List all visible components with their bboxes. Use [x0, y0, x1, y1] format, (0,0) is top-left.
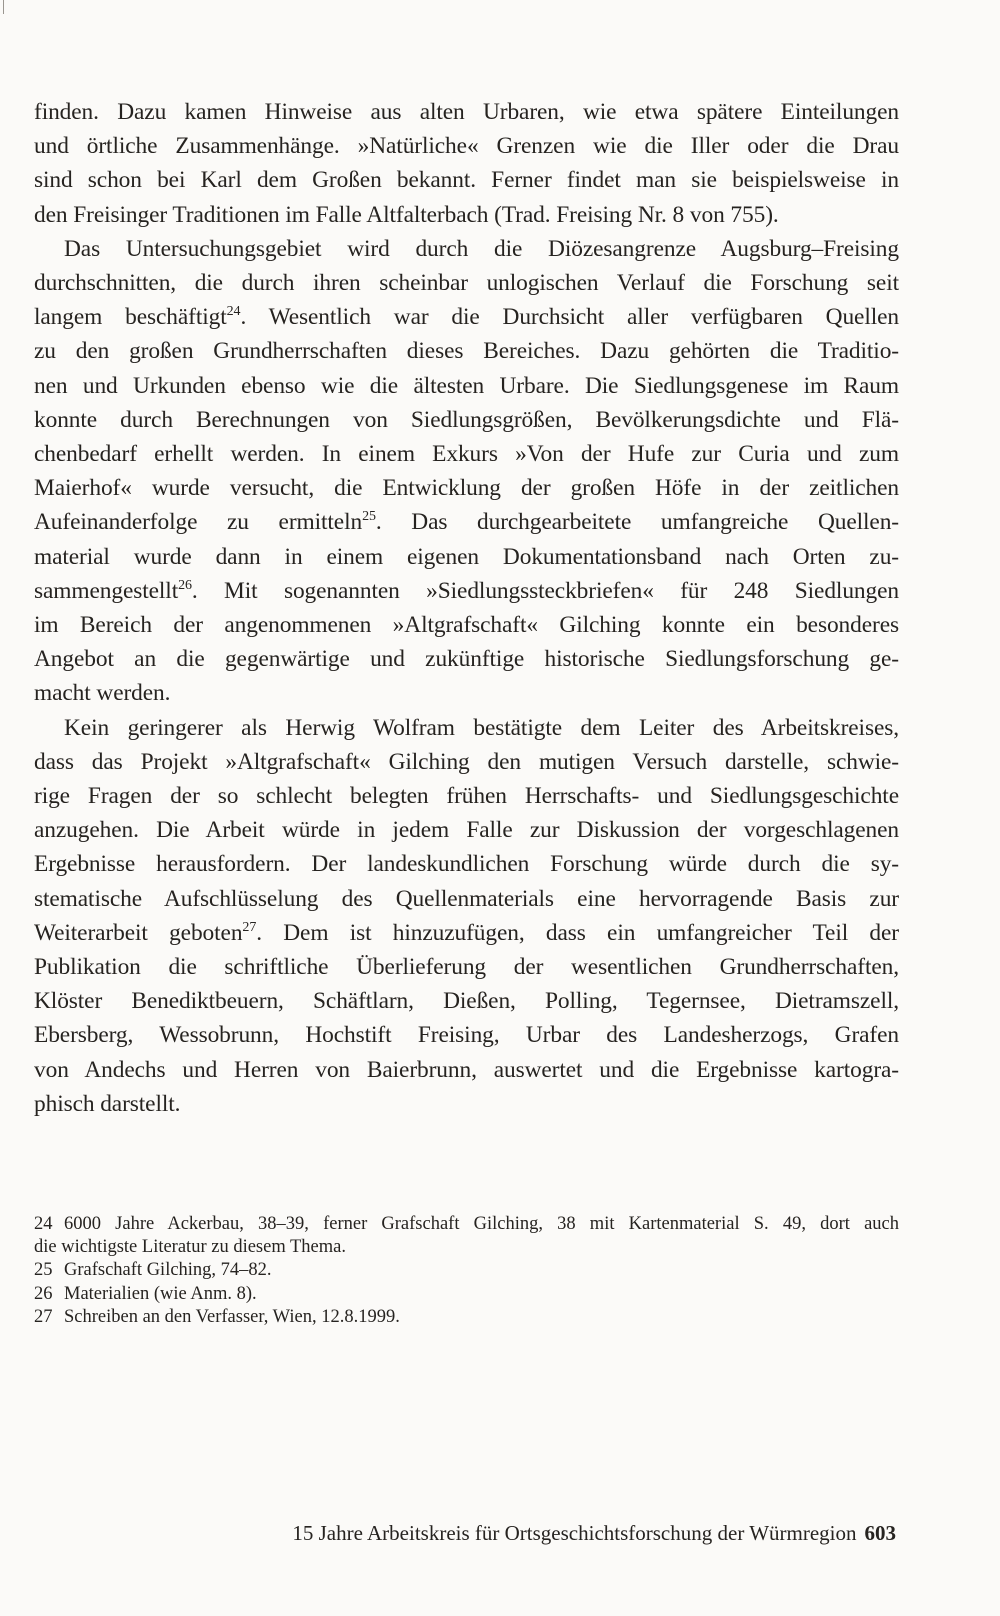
- body-line: [34, 505, 899, 539]
- footnote-number: 27: [34, 1306, 53, 1327]
- body-line: dass das Projekt »Altgrafschaft« Gilching den mutigen Versuch darstelle, schwie-: [34, 748, 899, 775]
- running-title: 15 Jahre Arbeitskreis für Ortsgeschichtsforschung der Würmregion: [292, 1521, 857, 1545]
- footnote-ref-24[interactable]: 24: [226, 304, 241, 320]
- footnote-text: Materialien (wie Anm. 8).: [64, 1283, 257, 1304]
- body-line: von Andechs und Herren von Baierbrunn, auswertet und die Ergebnisse kartogra-: [34, 1056, 899, 1083]
- footnote-number: 24: [34, 1214, 53, 1234]
- body-line: den Freisinger Traditionen im Falle Altfalterbach (Trad. Freising Nr. 8 von 755).: [34, 201, 779, 228]
- footnote-24: [34, 1213, 899, 1236]
- body-line: Publikation die schriftliche Überlieferung der wesentlichen Grundherrschaften,: [34, 954, 899, 981]
- body-line: konnte durch Berechnungen von Siedlungsgrößen, Bevölkerungsdichte und Flä-: [34, 406, 899, 433]
- scan-edge-mark: [3, 0, 4, 14]
- footnote-ref-27[interactable]: 27: [242, 919, 257, 935]
- body-line: Ergebnisse herausfordern. Der landeskundlichen Forschung würde durch die sy-: [34, 851, 899, 878]
- body-line: stematische Aufschlüsselung des Quellenmaterials eine hervorragende Basis zur: [34, 885, 899, 912]
- footnote-ref-26[interactable]: 26: [178, 577, 192, 593]
- line-text: . Dem ist hinzuzufügen, dass ein umfangreicher Teil der: [256, 919, 899, 946]
- body-line: [34, 300, 899, 334]
- line-text: . Wesentlich war die Durchsicht aller verfügbaren Quellen: [240, 304, 899, 331]
- body-line: durchschnitten, die durch ihren scheinbar unlogischen Verlauf die Forschung seit: [34, 270, 899, 297]
- body-line: Ebersberg, Wessobrunn, Hochstift Freising, Urbar des Landesherzogs, Grafen: [34, 1022, 899, 1049]
- footnote-text: Schreiben an den Verfasser, Wien, 12.8.1999.: [64, 1306, 400, 1327]
- body-line: chenbedarf erhellt werden. In einem Exkurs »Von der Hufe zur Curia und zum: [34, 441, 899, 468]
- body-line: [34, 574, 899, 608]
- line-text: Aufeinanderfolge zu ermitteln: [34, 509, 363, 536]
- footnote-ref-25[interactable]: 25: [362, 509, 376, 525]
- body-line: phisch darstellt.: [34, 1090, 181, 1117]
- body-line: Maierhof« wurde versucht, die Entwicklung der großen Höfe in der zeitlichen: [34, 475, 899, 502]
- footnote-26: [34, 1283, 899, 1306]
- body-line: rige Fragen der so schlecht belegten frühen Herrschafts- und Siedlungsgeschichte: [34, 783, 899, 810]
- footnote-25: [34, 1259, 899, 1282]
- body-line: material wurde dann in einem eigenen Dokumentationsband nach Orten zu-: [34, 543, 899, 570]
- body-text: [34, 95, 899, 1121]
- body-line: Kein geringerer als Herwig Wolfram bestätigte dem Leiter des Arbeitskreises,: [64, 714, 899, 741]
- body-line: Das Untersuchungsgebiet wird durch die Diözesangrenze Augsburg–Freising: [64, 235, 899, 262]
- footnote-text: Grafschaft Gilching, 74–82.: [64, 1260, 272, 1281]
- body-line: zu den großen Grundherrschaften dieses Bereiches. Dazu gehörten die Traditio-: [34, 338, 899, 365]
- page-number: 603: [864, 1521, 896, 1545]
- running-footer: [0, 1520, 896, 1546]
- body-line: anzugehen. Die Arbeit würde in jedem Falle zur Diskussion der vorgeschlagenen: [34, 817, 899, 844]
- body-line: Klöster Benediktbeuern, Schäftlarn, Dießen, Polling, Tegernsee, Dietramszell,: [34, 988, 899, 1015]
- line-text: . Das durchgearbeitete umfangreiche Quellen-: [375, 509, 899, 536]
- footnotes: [34, 1213, 899, 1329]
- footnote-number: 26: [34, 1283, 53, 1304]
- line-text: sammengestellt: [34, 577, 179, 604]
- footnote-number: 25: [34, 1260, 53, 1281]
- body-line: sind schon bei Karl dem Großen bekannt. Ferner findet man sie beispielsweise in: [34, 167, 899, 194]
- body-line: [34, 916, 899, 950]
- footnote-text: 6000 Jahre Ackerbau, 38–39, ferner Grafschaft Gilching, 38 mit Kartenmaterial S. 49, dort auch: [64, 1214, 899, 1234]
- body-line: und örtliche Zusammenhänge. »Natürliche« Grenzen wie die Iller oder die Drau: [34, 133, 899, 160]
- footnote-text: die wichtigste Literatur zu diesem Thema.: [34, 1237, 346, 1258]
- body-line: macht werden.: [34, 680, 171, 707]
- line-text: . Mit sogenannten »Siedlungssteckbriefen« für 248 Siedlungen: [191, 577, 899, 604]
- line-text: langem beschäftigt: [34, 304, 227, 331]
- footnote-27: [34, 1306, 899, 1329]
- body-line: im Bereich der angenommenen »Altgrafschaft« Gilching konnte ein besonderes: [34, 612, 899, 639]
- body-line: nen und Urkunden ebenso wie die ältesten Urbare. Die Siedlungsgenese im Raum: [34, 372, 899, 399]
- line-text: Weiterarbeit geboten: [34, 919, 243, 946]
- body-line: Angebot an die gegenwärtige und zukünftige historische Siedlungsforschung ge-: [34, 646, 899, 673]
- footnote-24-continued: [34, 1236, 899, 1259]
- body-line: finden. Dazu kamen Hinweise aus alten Urbaren, wie etwa spätere Einteilungen: [34, 99, 899, 125]
